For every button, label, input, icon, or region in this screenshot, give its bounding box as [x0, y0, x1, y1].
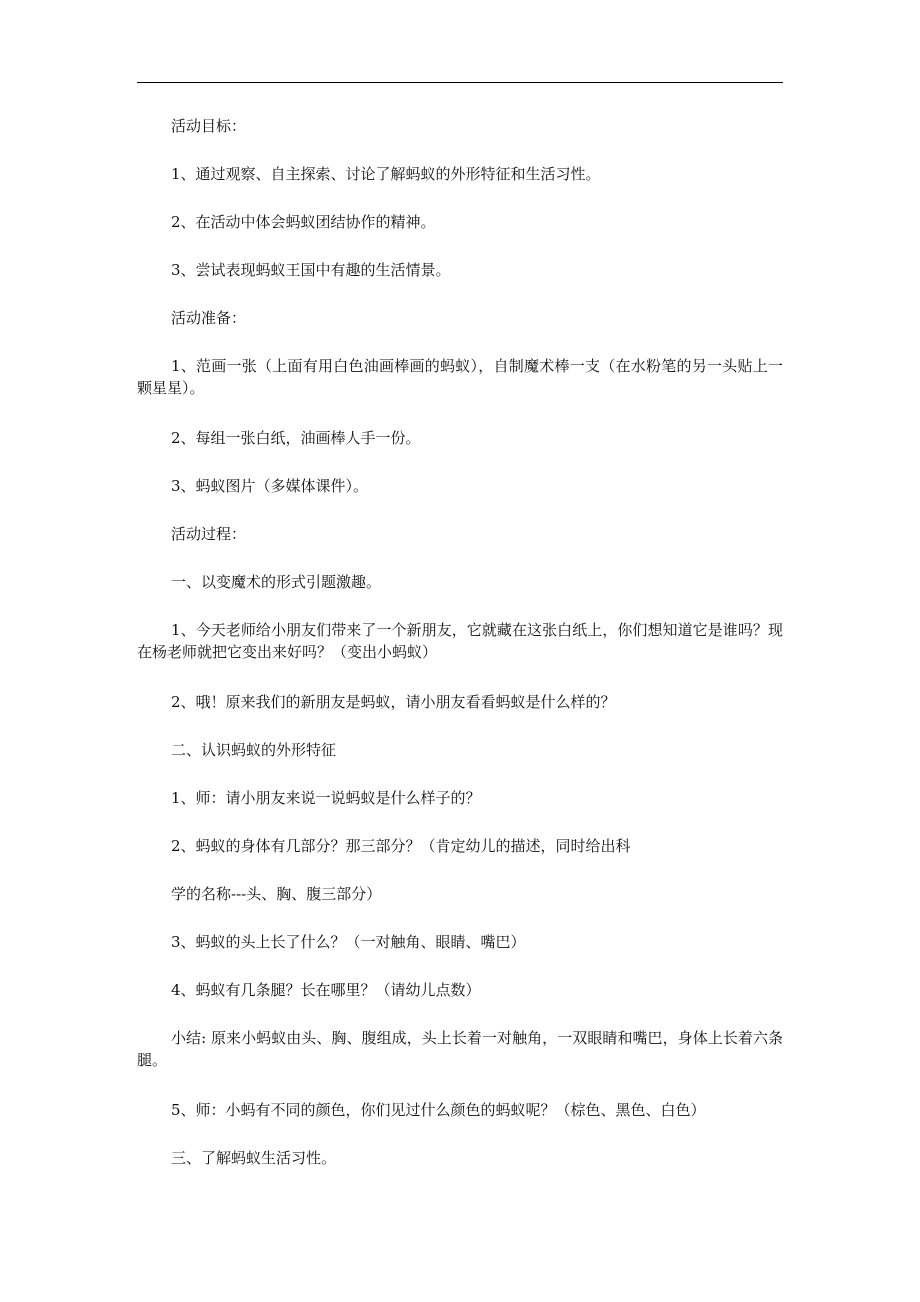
heading-goals: 活动目标： — [171, 117, 247, 135]
process-item-2-4: 4、蚂蚁有几条腿？长在哪里？（请幼儿点数） — [171, 981, 481, 999]
process-item-2-3: 3、蚂蚁的头上长了什么？（一对触角、眼睛、嘴巴） — [171, 933, 526, 951]
header-rule — [137, 82, 783, 83]
heading-process: 活动过程： — [171, 525, 247, 543]
process-item-1-2: 2、哦！原来我们的新朋友是蚂蚁，请小朋友看看蚂蚁是什么样的？ — [171, 693, 616, 711]
process-item-2-1: 1、师：请小朋友来说一说蚂蚁是什么样子的？ — [171, 789, 481, 807]
prep-item-3: 3、蚂蚁图片（多媒体课件）。 — [171, 477, 369, 495]
process-item-1-1: 1、今天老师给小朋友们带来了一个新朋友，它就藏在这张白纸上，你们想知道它是谁吗？现在杨老师就把它变出来好吗？（变出小蚂蚁） — [137, 621, 783, 661]
goal-item-3: 3、尝试表现蚂蚁王国中有趣的生活情景。 — [171, 261, 451, 279]
section-heading-1: 一、以变魔术的形式引题激趣。 — [171, 573, 382, 591]
goal-item-1: 1、通过观察、自主探索、讨论了解蚂蚁的外形特征和生活习性。 — [171, 165, 601, 183]
section-heading-2: 二、认识蚂蚁的外形特征 — [171, 741, 337, 759]
goal-item-2: 2、在活动中体会蚂蚁团结协作的精神。 — [171, 213, 436, 231]
summary-paragraph: 小结: 原来小蚂蚁由头、胸、腹组成，头上长着一对触角，一双眼睛和嘴巴，身体上长着六条腿。 — [137, 1029, 783, 1069]
process-item-2-2-continued: 学的名称---头、胸、腹三部分） — [171, 885, 382, 903]
process-item-2-5: 5、师：小蚂有不同的颜色，你们见过什么颜色的蚂蚁呢？（棕色、黑色、白色） — [171, 1101, 706, 1119]
prep-item-1: 1、范画一张（上面有用白色油画棒画的蚂蚁），自制魔术棒一支（在水粉笔的另一头贴上一颗星星）。 — [137, 357, 783, 397]
heading-preparation: 活动准备： — [171, 309, 247, 327]
section-heading-3: 三、了解蚂蚁生活习性。 — [171, 1149, 337, 1167]
process-item-2-2: 2、蚂蚁的身体有几部分？那三部分？（肯定幼儿的描述，同时给出科 — [171, 837, 631, 855]
prep-item-2: 2、每组一张白纸，油画棒人手一份。 — [171, 429, 421, 447]
